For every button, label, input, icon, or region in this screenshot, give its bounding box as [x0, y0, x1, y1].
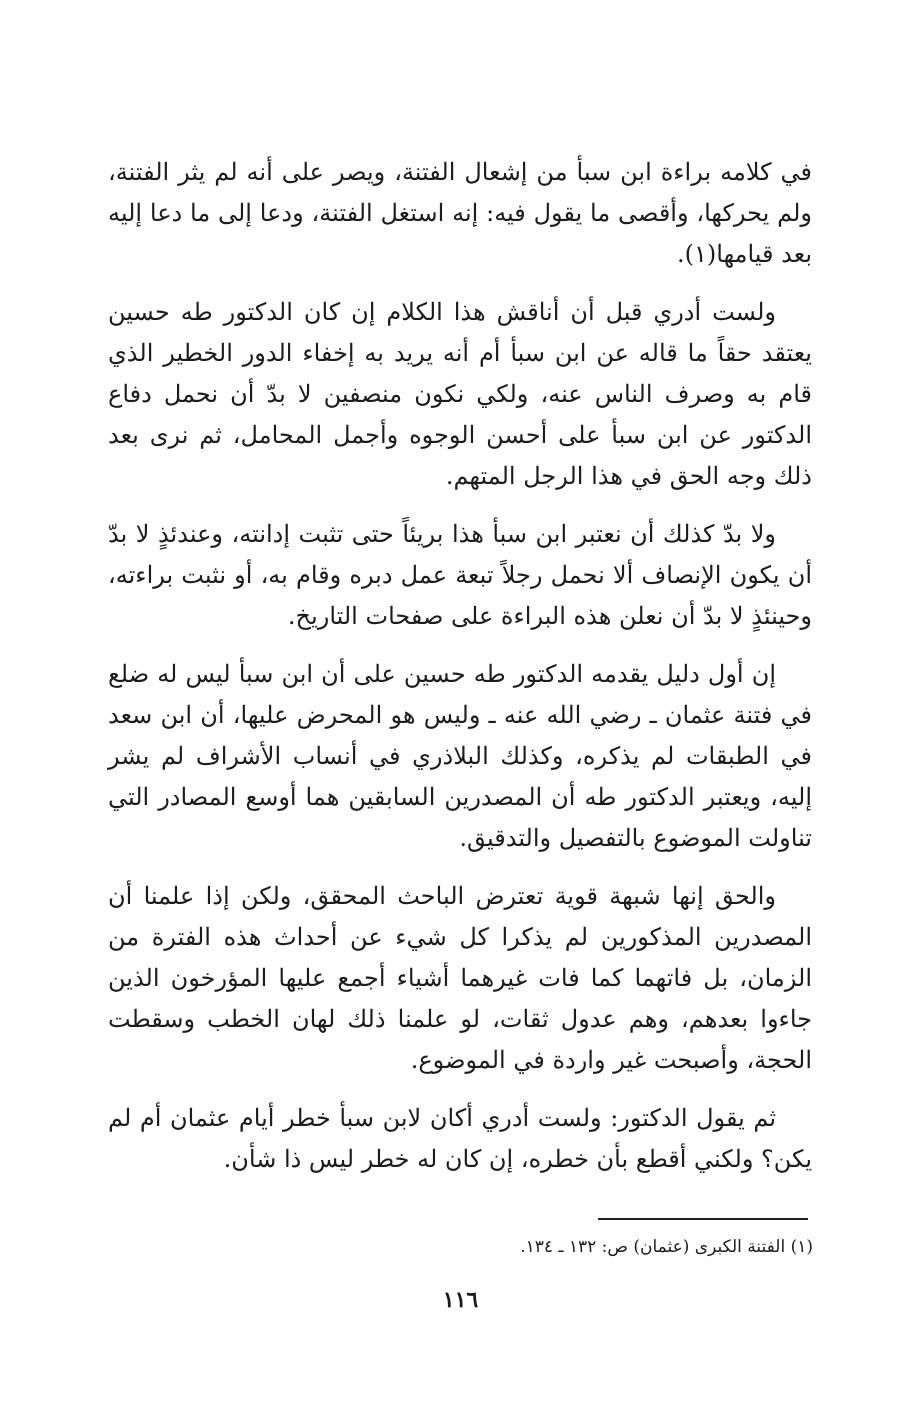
- paragraph-5: والحق إنها شبهة قوية تعترض الباحث المحقق، ولكن إذا علمنا أن المصدرين المذكورين لم يذكرا كل شيء عن أحداث هذه الفترة من الزمان، بل فاتهما كما فات غيرهما أشياء أجمع عليها المؤرخون الذين جاءوا بعدهم، وهم عدول ثقات، لو علمنا ذلك لهان الخطب وسقطت الحجة، وأصبحت غير واردة في الموضوع.: [108, 882, 812, 1074]
- footnote-divider: [598, 1218, 808, 1220]
- paragraph-3: ولا بدّ كذلك أن نعتبر ابن سبأ هذا بريئاً حتى تثبت إدانته، وعندئذٍ لا بدّ أن يكون الإنصاف ألا نحمل رجلاً تبعة عمل دبره وقام به، أو نثبت براءته، وحينئذٍ لا بدّ أن نعلن هذه البراءة على صفحات التاريخ.: [108, 520, 812, 630]
- paragraph-4: إن أول دليل يقدمه الدكتور طه حسين على أن ابن سبأ ليس له ضلع في فتنة عثمان ـ رضي الله عنه ـ وليس هو المحرض عليها، أن ابن سعد في الطبقات لم يذكره، وكذلك البلاذري في أنساب الأشراف لم يشر إليه، ويعتبر الدكتور طه أن المصدرين السابقين هما أوسع المصادر التي تناولت الموضوع بالتفصيل والتدقيق.: [108, 660, 812, 852]
- footnote: (١) الفتنة الكبرى (عثمان) ص: ١٣٢ ـ ١٣٤.: [520, 1237, 813, 1257]
- paragraph-6: ثم يقول الدكتور: ولست أدري أكان لابن سبأ خطر أيام عثمان أم لم يكن؟ ولكني أقطع بأن خطره، إن كان له خطر ليس ذا شأن.: [108, 1104, 812, 1173]
- main-text: [108, 152, 812, 1197]
- page-number: ١١٦: [442, 1287, 479, 1313]
- paragraph-2: ولست أدري قبل أن أناقش هذا الكلام إن كان الدكتور طه حسين يعتقد حقاً ما قاله عن ابن سبأ أم أنه يريد به إخفاء الدور الخطير الذي قام به وصرف الناس عنه، ولكي نكون منصفين لا بدّ أن نحمل دفاع الدكتور عن ابن سبأ على أحسن الوجوه وأجمل المحامل، ثم نرى بعد ذلك وجه الحق في هذا الرجل المتهم.: [108, 298, 812, 490]
- paragraph-1: في كلامه براءة ابن سبأ من إشعال الفتنة، ويصر على أنه لم يثر الفتنة، ولم يحركها، وأقصى ما يقول فيه: إنه استغل الفتنة، ودعا إلى ما دعا إليه بعد قيامها(١).: [108, 158, 812, 268]
